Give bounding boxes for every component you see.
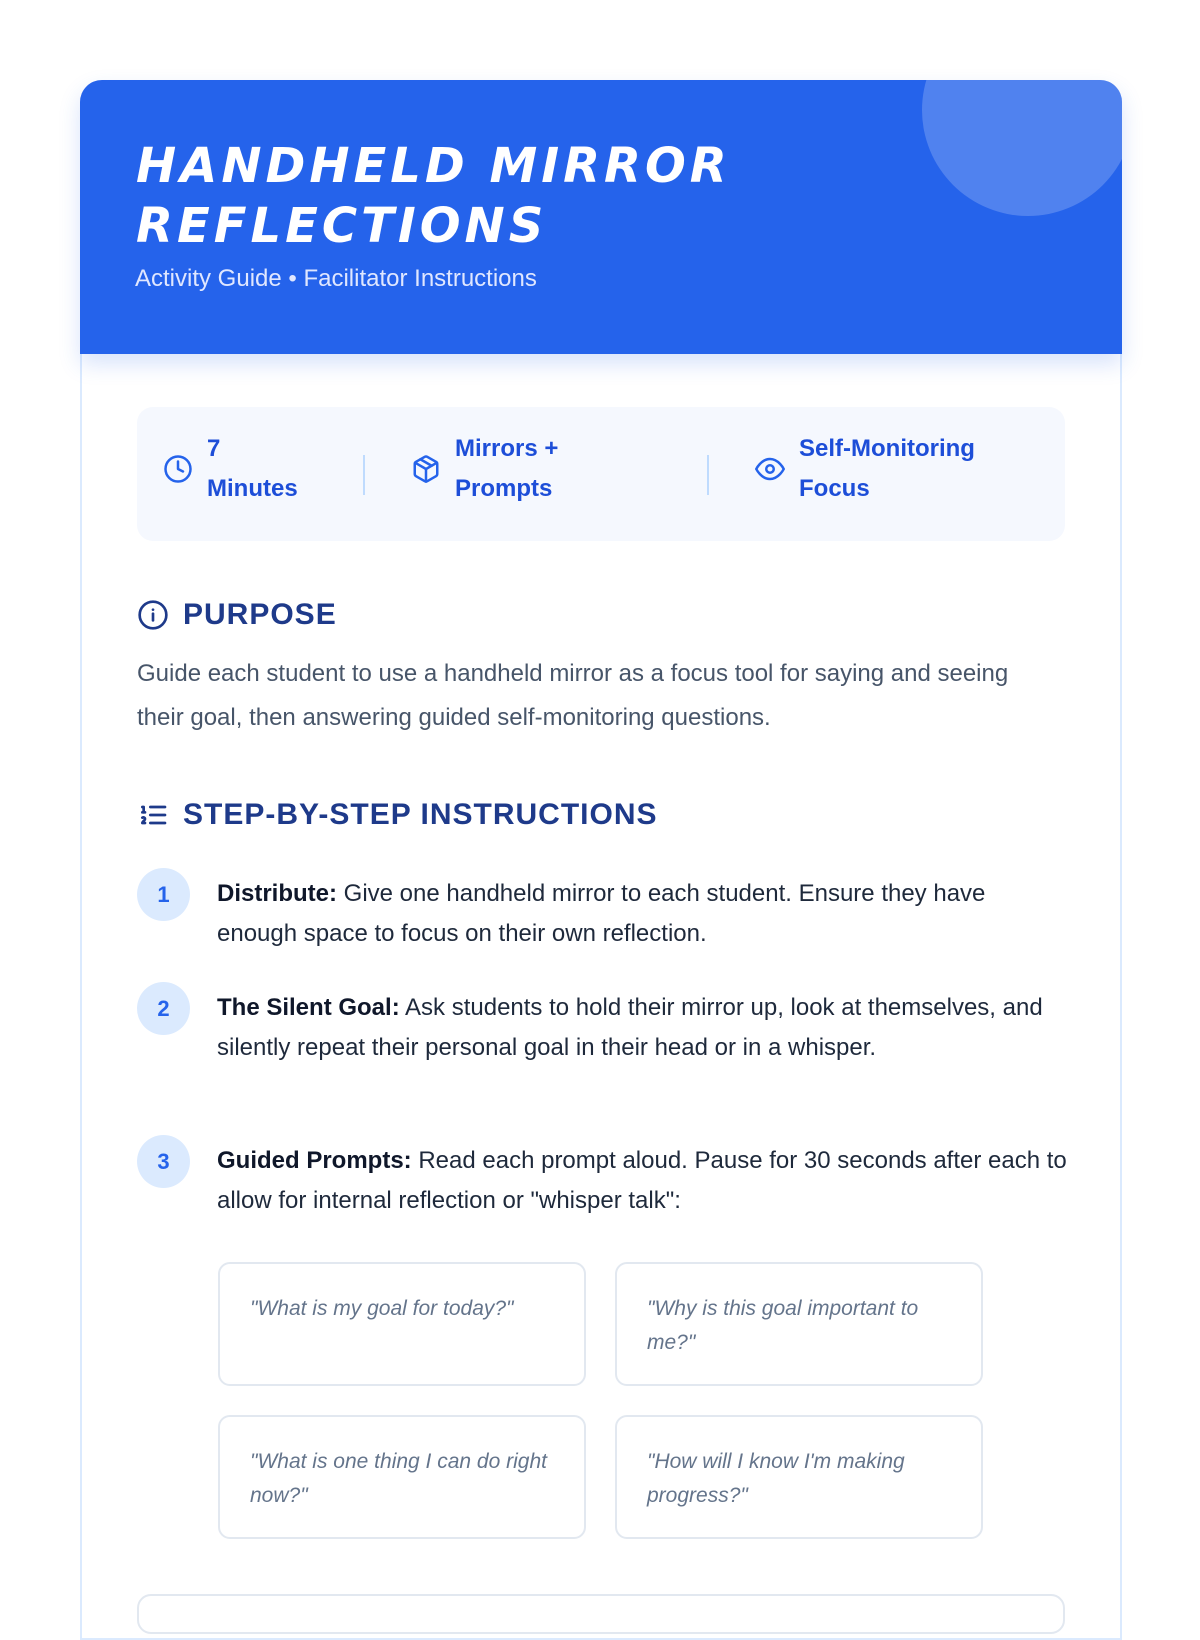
instructions-heading-text: STEP-BY-STEP INSTRUCTIONS (183, 798, 658, 831)
eye-icon (755, 454, 785, 484)
step-number-badge: 1 (137, 868, 190, 921)
purpose-heading (137, 598, 337, 632)
prompt-card (615, 1262, 983, 1386)
step-text (217, 988, 1067, 1068)
page-subtitle: Activity Guide • Facilitator Instructions (135, 265, 537, 292)
step-text (217, 1141, 1067, 1221)
meta-time-label: 7 Minutes (207, 435, 298, 502)
meta-focus-label: Self-Monitoring Focus (799, 435, 975, 502)
step-title: Guided Prompts: (217, 1147, 412, 1174)
clock-icon (163, 454, 193, 484)
meta-focus (755, 429, 975, 509)
page-title: HANDHELD MIRROR REFLECTIONS (136, 138, 731, 254)
prompt-card (218, 1415, 586, 1539)
instructions-heading (137, 798, 658, 832)
box-icon (411, 454, 441, 484)
meta-materials (411, 429, 558, 509)
step-number-badge: 2 (137, 982, 190, 1035)
step-text (217, 874, 1067, 954)
purpose-heading-text: PURPOSE (183, 598, 337, 631)
meta-materials-label: Mirrors + Prompts (455, 435, 559, 502)
info-icon (137, 599, 169, 631)
prompt-text: "What is one thing I can do right now?" (250, 1450, 547, 1507)
step-title: The Silent Goal: (217, 994, 400, 1021)
purpose-text: Guide each student to use a handheld mirror as a focus tool for saying and seeing their goal, then answering guided self-monitoring questions. (137, 660, 1009, 731)
prompt-text: "Why is this goal important to me?" (647, 1297, 919, 1354)
decorative-circle (922, 80, 1122, 216)
next-section-box (137, 1594, 1065, 1634)
step-description: Read each prompt aloud. Pause for 30 seconds after each to allow for internal reflection or "whisper talk": (217, 1147, 1067, 1214)
numbered-list-icon (137, 799, 169, 831)
step-description: Give one handheld mirror to each student. Ensure they have enough space to focus on their own reflection. (217, 880, 986, 947)
meta-time (163, 429, 298, 509)
step-title: Distribute: (217, 880, 337, 907)
meta-divider (707, 455, 709, 495)
meta-divider (363, 455, 365, 495)
prompt-card (615, 1415, 983, 1539)
prompt-card (218, 1262, 586, 1386)
step-number-badge: 3 (137, 1135, 190, 1188)
step-description: Ask students to hold their mirror up, look at themselves, and silently repeat their personal goal in their head or in a whisper. (217, 994, 1043, 1061)
header-banner (80, 80, 1122, 354)
prompt-text: "What is my goal for today?" (250, 1297, 514, 1320)
prompt-text: "How will I know I'm making progress?" (647, 1450, 905, 1507)
activity-meta-bar (137, 407, 1065, 541)
